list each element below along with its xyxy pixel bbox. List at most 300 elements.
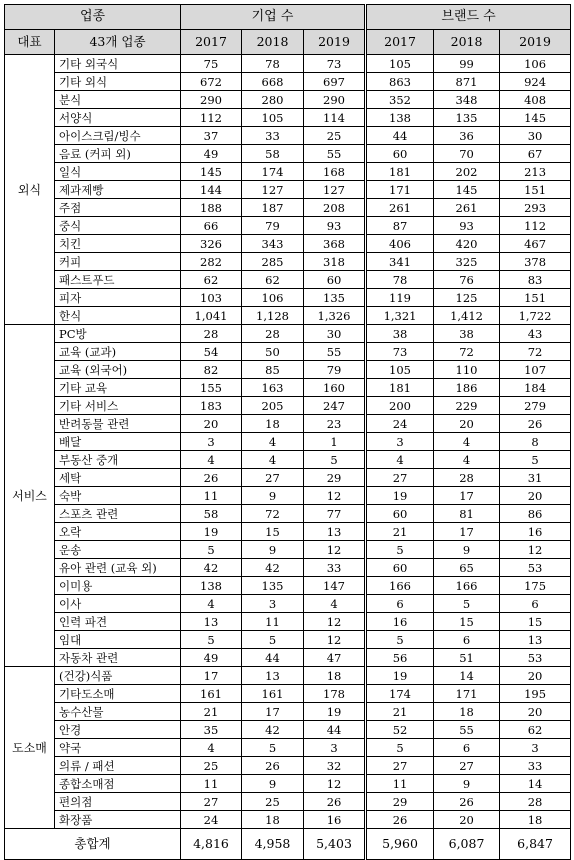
- brand-count-cell: 6: [366, 595, 434, 613]
- table-row: [5, 271, 571, 289]
- firm-count-cell: 208: [304, 199, 366, 217]
- firm-count-cell: 30: [304, 325, 366, 343]
- brand-count-cell: 871: [434, 73, 500, 91]
- table-row: [5, 433, 571, 451]
- industry-label: 숙박: [55, 487, 181, 505]
- table-row: [5, 145, 571, 163]
- brand-count-cell: 16: [366, 613, 434, 631]
- brand-count-cell: 93: [434, 217, 500, 235]
- firm-count-cell: 247: [304, 397, 366, 415]
- table-row: [5, 217, 571, 235]
- firm-count-cell: 13: [181, 613, 242, 631]
- table-row: [5, 91, 571, 109]
- industry-label: 인력 파견: [55, 613, 181, 631]
- industry-label: 아이스크림/빙수: [55, 127, 181, 145]
- firm-count-cell: 145: [181, 163, 242, 181]
- table-row: [5, 739, 571, 757]
- table-row: [5, 667, 571, 685]
- firm-count-cell: 147: [304, 577, 366, 595]
- brand-count-cell: 229: [434, 397, 500, 415]
- brand-count-cell: 60: [366, 145, 434, 163]
- table-row: [5, 379, 571, 397]
- industry-label: 의류 / 패션: [55, 757, 181, 775]
- firm-count-cell: 12: [304, 613, 366, 631]
- brand-count-cell: 14: [434, 667, 500, 685]
- firm-count-cell: 62: [181, 271, 242, 289]
- brand-count-cell: 3: [500, 739, 571, 757]
- firm-count-cell: 1,128: [242, 307, 304, 325]
- brand-count-cell: 4: [434, 433, 500, 451]
- industry-label: 오락: [55, 523, 181, 541]
- brand-count-cell: 62: [500, 721, 571, 739]
- industry-label: 화장품: [55, 811, 181, 829]
- industry-label: 안경: [55, 721, 181, 739]
- brand-count-cell: 27: [434, 757, 500, 775]
- firm-count-cell: 13: [304, 523, 366, 541]
- firm-count-cell: 19: [181, 523, 242, 541]
- brand-count-cell: 83: [500, 271, 571, 289]
- brand-count-cell: 325: [434, 253, 500, 271]
- brand-count-cell: 26: [434, 793, 500, 811]
- firm-count-cell: 205: [242, 397, 304, 415]
- brand-count-cell: 181: [366, 163, 434, 181]
- table-row: [5, 451, 571, 469]
- table-body: [5, 55, 571, 829]
- industry-label: 한식: [55, 307, 181, 325]
- firm-count-cell: 17: [181, 667, 242, 685]
- brand-count-cell: 5: [366, 631, 434, 649]
- firm-count-cell: 12: [304, 631, 366, 649]
- brand-count-cell: 200: [366, 397, 434, 415]
- industry-label: 기타 교육: [55, 379, 181, 397]
- firm-count-cell: 55: [304, 343, 366, 361]
- brand-count-cell: 186: [434, 379, 500, 397]
- brand-count-cell: 181: [366, 379, 434, 397]
- firm-count-cell: 106: [242, 289, 304, 307]
- firm-count-cell: 93: [304, 217, 366, 235]
- brand-count-cell: 112: [500, 217, 571, 235]
- firm-count-cell: 17: [242, 703, 304, 721]
- industry-label: 이사: [55, 595, 181, 613]
- brand-count-cell: 65: [434, 559, 500, 577]
- total-value: 6,847: [500, 829, 571, 860]
- industry-label: 교육 (교과): [55, 343, 181, 361]
- header-year: 2017: [181, 30, 242, 55]
- brand-count-cell: 145: [434, 181, 500, 199]
- firm-count-cell: 26: [181, 469, 242, 487]
- firm-count-cell: 160: [304, 379, 366, 397]
- brand-count-cell: 106: [500, 55, 571, 73]
- firm-count-cell: 183: [181, 397, 242, 415]
- brand-count-cell: 6: [434, 631, 500, 649]
- brand-count-cell: 105: [366, 55, 434, 73]
- firm-count-cell: 44: [242, 649, 304, 667]
- table-row: [5, 631, 571, 649]
- firm-count-cell: 4: [242, 433, 304, 451]
- firm-count-cell: 4: [304, 595, 366, 613]
- firm-count-cell: 77: [304, 505, 366, 523]
- brand-count-cell: 279: [500, 397, 571, 415]
- brand-count-cell: 19: [366, 667, 434, 685]
- brand-count-cell: 21: [366, 703, 434, 721]
- firm-count-cell: 112: [181, 109, 242, 127]
- brand-count-cell: 86: [500, 505, 571, 523]
- brand-count-cell: 72: [500, 343, 571, 361]
- brand-count-cell: 99: [434, 55, 500, 73]
- firm-count-cell: 1: [304, 433, 366, 451]
- firm-count-cell: 49: [181, 145, 242, 163]
- brand-count-cell: 125: [434, 289, 500, 307]
- firm-count-cell: 12: [304, 775, 366, 793]
- industry-label: 제과제빵: [55, 181, 181, 199]
- firm-count-cell: 9: [242, 775, 304, 793]
- brand-count-cell: 341: [366, 253, 434, 271]
- table-row: [5, 793, 571, 811]
- firm-count-cell: 25: [242, 793, 304, 811]
- table-row: [5, 325, 571, 343]
- table-row: [5, 523, 571, 541]
- brand-count-cell: 72: [434, 343, 500, 361]
- brand-count-cell: 1,722: [500, 307, 571, 325]
- header-rep: 대표: [5, 30, 55, 55]
- brand-count-cell: 5: [366, 739, 434, 757]
- firm-count-cell: 26: [304, 793, 366, 811]
- firm-count-cell: 668: [242, 73, 304, 91]
- table-row: [5, 649, 571, 667]
- brand-count-cell: 5: [434, 595, 500, 613]
- brand-count-cell: 60: [366, 559, 434, 577]
- brand-count-cell: 174: [366, 685, 434, 703]
- brand-count-cell: 43: [500, 325, 571, 343]
- firm-count-cell: 343: [242, 235, 304, 253]
- firm-count-cell: 79: [304, 361, 366, 379]
- brand-count-cell: 863: [366, 73, 434, 91]
- total-value: 4,958: [242, 829, 304, 860]
- firm-count-cell: 3: [242, 595, 304, 613]
- industry-label: 세탁: [55, 469, 181, 487]
- table-row: [5, 199, 571, 217]
- table-row: [5, 685, 571, 703]
- brand-count-cell: 184: [500, 379, 571, 397]
- firm-count-cell: 178: [304, 685, 366, 703]
- firm-count-cell: 3: [304, 739, 366, 757]
- firm-count-cell: 42: [242, 721, 304, 739]
- brand-count-cell: 135: [434, 109, 500, 127]
- category-cell: 도소매: [5, 667, 55, 829]
- firm-count-cell: 19: [304, 703, 366, 721]
- industry-label: (건강)식품: [55, 667, 181, 685]
- brand-count-cell: 406: [366, 235, 434, 253]
- table-row: [5, 613, 571, 631]
- table-row: [5, 253, 571, 271]
- brand-count-cell: 3: [366, 433, 434, 451]
- brand-count-cell: 16: [500, 523, 571, 541]
- brand-count-cell: 14: [500, 775, 571, 793]
- brand-count-cell: 15: [500, 613, 571, 631]
- firm-count-cell: 28: [242, 325, 304, 343]
- firm-count-cell: 168: [304, 163, 366, 181]
- table-row: [5, 55, 571, 73]
- firm-count-cell: 12: [304, 487, 366, 505]
- industry-label: 편의점: [55, 793, 181, 811]
- header-row-1: [5, 5, 571, 30]
- franchise-stats-table: [4, 4, 571, 860]
- total-row: [5, 829, 571, 860]
- firm-count-cell: 18: [304, 667, 366, 685]
- brand-count-cell: 1,321: [366, 307, 434, 325]
- firm-count-cell: 1,041: [181, 307, 242, 325]
- brand-count-cell: 17: [434, 523, 500, 541]
- table-row: [5, 181, 571, 199]
- brand-count-cell: 105: [366, 361, 434, 379]
- brand-count-cell: 20: [434, 415, 500, 433]
- firm-count-cell: 11: [242, 613, 304, 631]
- firm-count-cell: 42: [181, 559, 242, 577]
- firm-count-cell: 163: [242, 379, 304, 397]
- industry-label: 일식: [55, 163, 181, 181]
- table-row: [5, 487, 571, 505]
- brand-count-cell: 87: [366, 217, 434, 235]
- brand-count-cell: 467: [500, 235, 571, 253]
- firm-count-cell: 697: [304, 73, 366, 91]
- header-year: 2019: [500, 30, 571, 55]
- brand-count-cell: 6: [500, 595, 571, 613]
- brand-count-cell: 9: [434, 541, 500, 559]
- header-brand-count: 브랜드 수: [366, 5, 571, 30]
- firm-count-cell: 127: [242, 181, 304, 199]
- firm-count-cell: 35: [181, 721, 242, 739]
- firm-count-cell: 12: [304, 541, 366, 559]
- industry-label: 기타 외국식: [55, 55, 181, 73]
- firm-count-cell: 187: [242, 199, 304, 217]
- firm-count-cell: 75: [181, 55, 242, 73]
- firm-count-cell: 672: [181, 73, 242, 91]
- table-row: [5, 289, 571, 307]
- brand-count-cell: 5: [366, 541, 434, 559]
- total-value: 6,087: [434, 829, 500, 860]
- firm-count-cell: 11: [181, 487, 242, 505]
- brand-count-cell: 924: [500, 73, 571, 91]
- firm-count-cell: 188: [181, 199, 242, 217]
- brand-count-cell: 56: [366, 649, 434, 667]
- firm-count-cell: 42: [242, 559, 304, 577]
- table-row: [5, 703, 571, 721]
- firm-count-cell: 73: [304, 55, 366, 73]
- brand-count-cell: 17: [434, 487, 500, 505]
- firm-count-cell: 144: [181, 181, 242, 199]
- category-cell: 서비스: [5, 325, 55, 667]
- firm-count-cell: 4: [242, 451, 304, 469]
- industry-label: 기타 외식: [55, 73, 181, 91]
- table-row: [5, 163, 571, 181]
- brand-count-cell: 60: [366, 505, 434, 523]
- table-row: [5, 235, 571, 253]
- firm-count-cell: 18: [242, 811, 304, 829]
- firm-count-cell: 78: [242, 55, 304, 73]
- brand-count-cell: 213: [500, 163, 571, 181]
- industry-label: 운송: [55, 541, 181, 559]
- brand-count-cell: 30: [500, 127, 571, 145]
- brand-count-cell: 38: [434, 325, 500, 343]
- firm-count-cell: 5: [242, 739, 304, 757]
- firm-count-cell: 318: [304, 253, 366, 271]
- firm-count-cell: 33: [304, 559, 366, 577]
- brand-count-cell: 53: [500, 649, 571, 667]
- firm-count-cell: 280: [242, 91, 304, 109]
- header-year: 2017: [366, 30, 434, 55]
- firm-count-cell: 26: [242, 757, 304, 775]
- brand-count-cell: 4: [366, 451, 434, 469]
- table-row: [5, 559, 571, 577]
- brand-count-cell: 171: [434, 685, 500, 703]
- table-row: [5, 127, 571, 145]
- industry-label: 주점: [55, 199, 181, 217]
- brand-count-cell: 166: [434, 577, 500, 595]
- firm-count-cell: 18: [242, 415, 304, 433]
- table-row: [5, 307, 571, 325]
- header-43-industries: 43개 업종: [55, 30, 181, 55]
- brand-count-cell: 19: [366, 487, 434, 505]
- industry-label: 음료 (커피 외): [55, 145, 181, 163]
- firm-count-cell: 326: [181, 235, 242, 253]
- firm-count-cell: 127: [304, 181, 366, 199]
- firm-count-cell: 72: [242, 505, 304, 523]
- brand-count-cell: 76: [434, 271, 500, 289]
- table-row: [5, 109, 571, 127]
- industry-label: 커피: [55, 253, 181, 271]
- industry-label: 종합소매점: [55, 775, 181, 793]
- industry-label: 교육 (외국어): [55, 361, 181, 379]
- firm-count-cell: 5: [181, 631, 242, 649]
- brand-count-cell: 31: [500, 469, 571, 487]
- brand-count-cell: 151: [500, 181, 571, 199]
- firm-count-cell: 25: [304, 127, 366, 145]
- firm-count-cell: 49: [181, 649, 242, 667]
- brand-count-cell: 348: [434, 91, 500, 109]
- brand-count-cell: 15: [434, 613, 500, 631]
- brand-count-cell: 20: [500, 703, 571, 721]
- table-row: [5, 343, 571, 361]
- firm-count-cell: 28: [181, 325, 242, 343]
- firm-count-cell: 114: [304, 109, 366, 127]
- firm-count-cell: 62: [242, 271, 304, 289]
- firm-count-cell: 155: [181, 379, 242, 397]
- industry-label: 농수산물: [55, 703, 181, 721]
- industry-label: 피자: [55, 289, 181, 307]
- brand-count-cell: 13: [500, 631, 571, 649]
- brand-count-cell: 1,412: [434, 307, 500, 325]
- industry-label: 기타 서비스: [55, 397, 181, 415]
- brand-count-cell: 110: [434, 361, 500, 379]
- table-row: [5, 361, 571, 379]
- table-row: [5, 595, 571, 613]
- total-value: 4,816: [181, 829, 242, 860]
- table-row: [5, 541, 571, 559]
- firm-count-cell: 1,326: [304, 307, 366, 325]
- brand-count-cell: 171: [366, 181, 434, 199]
- firm-count-cell: 37: [181, 127, 242, 145]
- firm-count-cell: 60: [304, 271, 366, 289]
- firm-count-cell: 32: [304, 757, 366, 775]
- firm-count-cell: 27: [242, 469, 304, 487]
- brand-count-cell: 195: [500, 685, 571, 703]
- brand-count-cell: 29: [366, 793, 434, 811]
- brand-count-cell: 27: [366, 757, 434, 775]
- header-year: 2018: [242, 30, 304, 55]
- industry-label: 유아 관련 (교육 외): [55, 559, 181, 577]
- brand-count-cell: 352: [366, 91, 434, 109]
- firm-count-cell: 21: [181, 703, 242, 721]
- brand-count-cell: 12: [500, 541, 571, 559]
- table-row: [5, 577, 571, 595]
- industry-label: 부동산 중개: [55, 451, 181, 469]
- brand-count-cell: 202: [434, 163, 500, 181]
- industry-label: 배달: [55, 433, 181, 451]
- industry-label: 임대: [55, 631, 181, 649]
- category-cell: 외식: [5, 55, 55, 325]
- firm-count-cell: 4: [181, 595, 242, 613]
- total-value: 5,960: [366, 829, 434, 860]
- brand-count-cell: 33: [500, 757, 571, 775]
- firm-count-cell: 15: [242, 523, 304, 541]
- industry-label: 기타도소매: [55, 685, 181, 703]
- brand-count-cell: 28: [434, 469, 500, 487]
- brand-count-cell: 52: [366, 721, 434, 739]
- firm-count-cell: 58: [242, 145, 304, 163]
- brand-count-cell: 20: [500, 487, 571, 505]
- firm-count-cell: 54: [181, 343, 242, 361]
- firm-count-cell: 135: [304, 289, 366, 307]
- table-row: [5, 757, 571, 775]
- brand-count-cell: 55: [434, 721, 500, 739]
- brand-count-cell: 78: [366, 271, 434, 289]
- header-industry: 업종: [5, 5, 181, 30]
- header-row-2: [5, 30, 571, 55]
- table-row: [5, 415, 571, 433]
- firm-count-cell: 24: [181, 811, 242, 829]
- industry-label: 스포츠 관련: [55, 505, 181, 523]
- firm-count-cell: 4: [181, 739, 242, 757]
- firm-count-cell: 82: [181, 361, 242, 379]
- firm-count-cell: 44: [304, 721, 366, 739]
- brand-count-cell: 138: [366, 109, 434, 127]
- firm-count-cell: 290: [181, 91, 242, 109]
- brand-count-cell: 81: [434, 505, 500, 523]
- firm-count-cell: 4: [181, 451, 242, 469]
- firm-count-cell: 5: [181, 541, 242, 559]
- header-year: 2019: [304, 30, 366, 55]
- industry-label: 중식: [55, 217, 181, 235]
- brand-count-cell: 20: [434, 811, 500, 829]
- brand-count-cell: 70: [434, 145, 500, 163]
- table-row: [5, 73, 571, 91]
- firm-count-cell: 79: [242, 217, 304, 235]
- firm-count-cell: 27: [181, 793, 242, 811]
- total-label: 총합계: [5, 829, 181, 860]
- brand-count-cell: 5: [500, 451, 571, 469]
- firm-count-cell: 50: [242, 343, 304, 361]
- header-year: 2018: [434, 30, 500, 55]
- brand-count-cell: 145: [500, 109, 571, 127]
- firm-count-cell: 174: [242, 163, 304, 181]
- firm-count-cell: 66: [181, 217, 242, 235]
- firm-count-cell: 135: [242, 577, 304, 595]
- firm-count-cell: 23: [304, 415, 366, 433]
- brand-count-cell: 261: [366, 199, 434, 217]
- brand-count-cell: 28: [500, 793, 571, 811]
- brand-count-cell: 38: [366, 325, 434, 343]
- brand-count-cell: 18: [434, 703, 500, 721]
